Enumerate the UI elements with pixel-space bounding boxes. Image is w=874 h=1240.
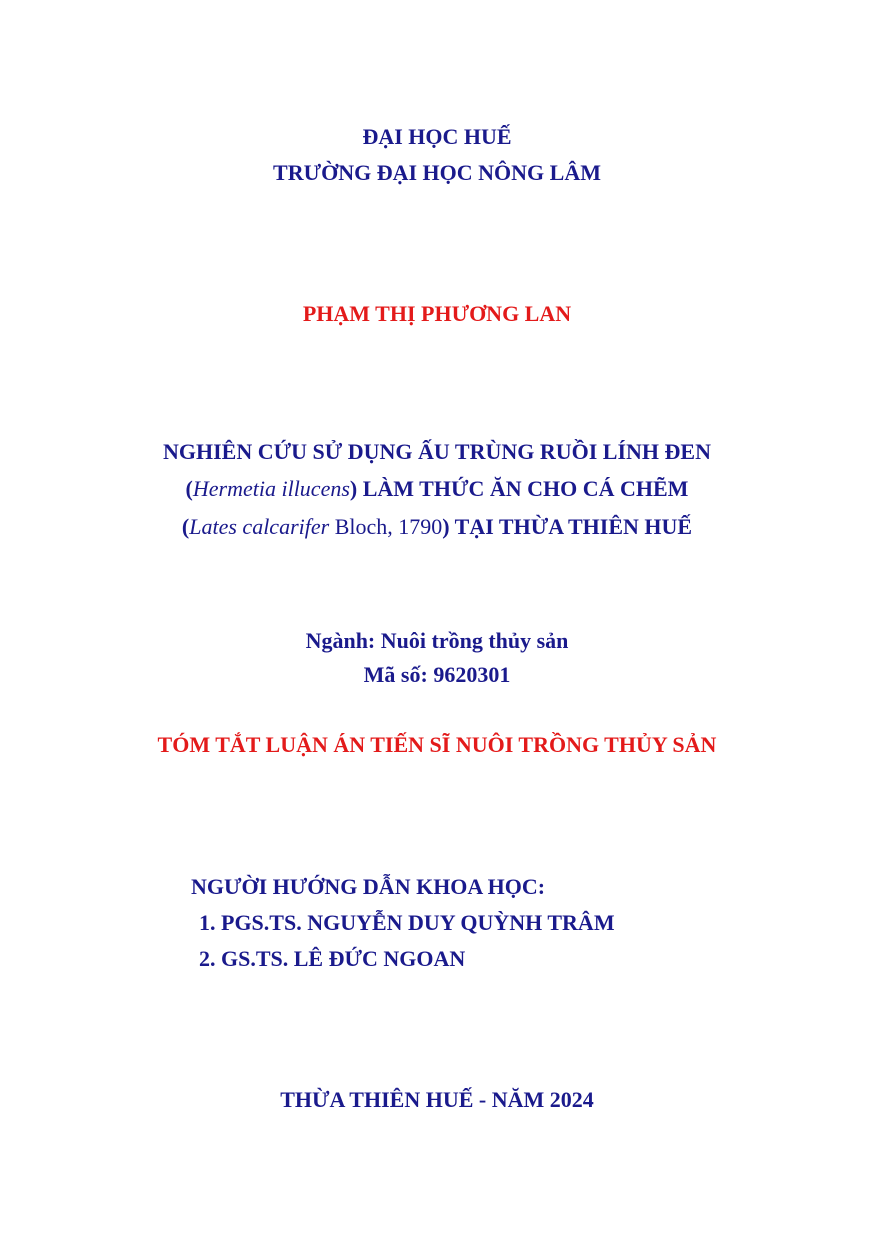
species-authority: Bloch, 1790	[329, 514, 443, 539]
thesis-title-line-3	[0, 512, 874, 542]
document-type: TÓM TẮT LUẬN ÁN TIẾN SĨ NUÔI TRỒNG THỦY SẢN	[157, 732, 717, 757]
major-code: Mã số: 9620301	[363, 662, 511, 687]
author-name: PHẠM THỊ PHƯƠNG LAN	[302, 301, 572, 326]
university-name: ĐẠI HỌC HUẾ	[362, 124, 512, 149]
college-name: TRƯỜNG ĐẠI HỌC NÔNG LÂM	[273, 160, 601, 185]
major-field: Ngành: Nuôi trồng thủy sản	[305, 628, 569, 653]
thesis-title-line-1: NGHIÊN CỨU SỬ DỤNG ẤU TRÙNG RUỒI LÍNH ĐEN	[162, 439, 711, 464]
supervisor-item: 1. PGS.TS. NGUYỄN DUY QUỲNH TRÂM	[199, 910, 615, 935]
title-line-2-rest: ) LÀM THỨC ĂN CHO CÁ CHẼM	[349, 476, 689, 501]
title-paren: (	[181, 514, 190, 539]
title-line-3-rest: ) TẠI THỪA THIÊN HUẾ	[442, 514, 693, 539]
species-name-lates: Lates calcarifer	[189, 514, 330, 539]
thesis-title-line-2	[0, 474, 874, 504]
title-paren: (	[185, 476, 193, 501]
supervisor-item: 2. GS.TS. LÊ ĐỨC NGOAN	[199, 946, 466, 971]
place-and-year: THỪA THIÊN HUẾ - NĂM 2024	[280, 1087, 594, 1112]
supervisors-heading: NGƯỜI HƯỚNG DẪN KHOA HỌC:	[191, 874, 546, 899]
species-name-hermetia: Hermetia illucens	[192, 476, 350, 501]
